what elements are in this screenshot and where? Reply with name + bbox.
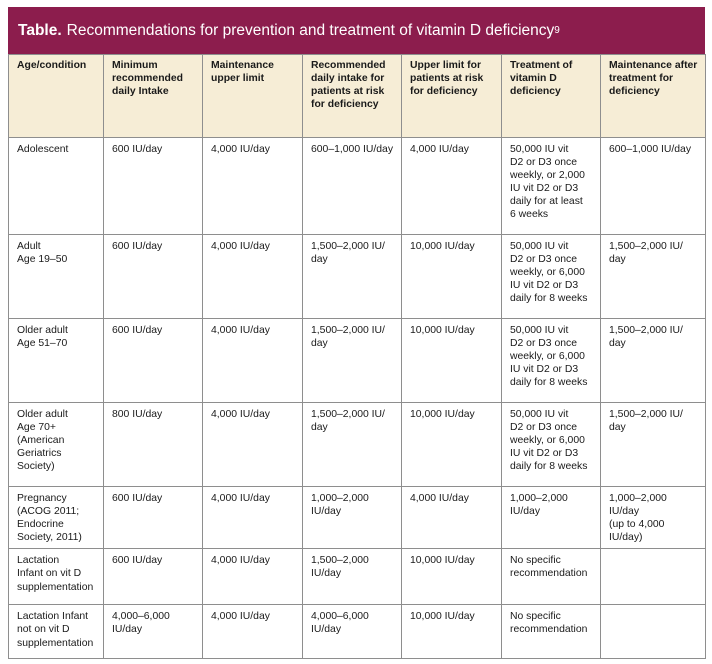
table-cell: Older adult Age 51–70	[9, 319, 104, 403]
table-cell: Lactation Infant on vit D supplementation	[9, 549, 104, 605]
table-row	[9, 403, 706, 487]
table-title-bar: Table. Recommendations for prevention and treatment of vitamin D deficiency 9	[8, 7, 705, 54]
recommendations-table	[8, 54, 706, 659]
header-cell: Age/condition	[9, 55, 104, 138]
header-cell: Upper limit for patients at risk for deficiency	[402, 55, 502, 138]
table-cell: 4,000 IU/day	[203, 403, 303, 487]
table-cell: 50,000 IU vit D2 or D3 once weekly, or 6,000 IU vit D2 or D3 daily for 8 weeks	[502, 319, 601, 403]
table-cell: 1,500–2,000 IU/ day	[601, 235, 706, 319]
table-label: Table.	[18, 21, 62, 39]
table-cell: 1,500–2,000 IU/ day	[303, 319, 402, 403]
table-cell	[601, 549, 706, 605]
table-row	[9, 549, 706, 605]
table-title: Recommendations for prevention and treatment of vitamin D deficiency	[66, 21, 555, 39]
table-cell: 600–1,000 IU/day	[601, 138, 706, 235]
table-cell: 1,500–2,000 IU/day	[303, 549, 402, 605]
table-row	[9, 235, 706, 319]
table-cell: 10,000 IU/day	[402, 605, 502, 659]
header-cell: Minimum recommended daily Intake	[104, 55, 203, 138]
table-figure	[8, 7, 705, 659]
table-cell: 1,500–2,000 IU/ day	[303, 235, 402, 319]
table-cell: 10,000 IU/day	[402, 235, 502, 319]
table-cell: 1,000–2,000 IU/day (up to 4,000 IU/day)	[601, 487, 706, 549]
table-cell: No specific recommendation	[502, 549, 601, 605]
table-cell: No specific recommendation	[502, 605, 601, 659]
table-cell: 4,000 IU/day	[203, 605, 303, 659]
table-cell: 4,000 IU/day	[203, 138, 303, 235]
table-cell: Adolescent	[9, 138, 104, 235]
header-row	[9, 55, 706, 138]
table-cell: 4,000 IU/day	[203, 549, 303, 605]
table-cell: 4,000 IU/day	[203, 319, 303, 403]
table-cell: Pregnancy (ACOG 2011; Endocrine Society, 2011)	[9, 487, 104, 549]
table-cell: 600–1,000 IU/day	[303, 138, 402, 235]
table-cell: 10,000 IU/day	[402, 549, 502, 605]
table-cell: 10,000 IU/day	[402, 403, 502, 487]
table-cell: 4,000 IU/day	[203, 235, 303, 319]
table-cell: 50,000 IU vit D2 or D3 once weekly, or 6,000 IU vit D2 or D3 daily for 8 weeks	[502, 235, 601, 319]
table-cell: 600 IU/day	[104, 487, 203, 549]
table-cell: Older adult Age 70+ (American Geriatrics Society)	[9, 403, 104, 487]
table-cell: 4,000 IU/day	[203, 487, 303, 549]
table-cell: 1,500–2,000 IU/ day	[601, 319, 706, 403]
header-cell: Maintenance upper limit	[203, 55, 303, 138]
table-cell: 50,000 IU vit D2 or D3 once weekly, or 2,000 IU vit D2 or D3 daily for at least 6 weeks	[502, 138, 601, 235]
table-row	[9, 605, 706, 659]
table-cell: 4,000 IU/day	[402, 487, 502, 549]
table-cell	[601, 605, 706, 659]
table-cell: 600 IU/day	[104, 138, 203, 235]
table-cell: 600 IU/day	[104, 319, 203, 403]
header-cell: Maintenance after treatment for deficiency	[601, 55, 706, 138]
table-row	[9, 487, 706, 549]
table-row	[9, 138, 706, 235]
table-cell: 600 IU/day	[104, 549, 203, 605]
table-cell: Adult Age 19–50	[9, 235, 104, 319]
header-cell: Treatment of vitamin D deficiency	[502, 55, 601, 138]
table-cell: 1,500–2,000 IU/ day	[601, 403, 706, 487]
table-cell: 50,000 IU vit D2 or D3 once weekly, or 6,000 IU vit D2 or D3 daily for 8 weeks	[502, 403, 601, 487]
table-cell: 4,000–6,000 IU/day	[303, 605, 402, 659]
table-cell: 600 IU/day	[104, 235, 203, 319]
header-cell: Recommended daily intake for patients at risk for deficiency	[303, 55, 402, 138]
table-cell: 800 IU/day	[104, 403, 203, 487]
table-cell: 10,000 IU/day	[402, 319, 502, 403]
table-cell: 1,500–2,000 IU/ day	[303, 403, 402, 487]
table-cell: 4,000 IU/day	[402, 138, 502, 235]
table-cell: 4,000–6,000 IU/day	[104, 605, 203, 659]
table-cell: Lactation Infant not on vit D supplementation	[9, 605, 104, 659]
table-cell: 1,000–2,000 IU/day	[303, 487, 402, 549]
table-cell: 1,000–2,000 IU/day	[502, 487, 601, 549]
table-row	[9, 319, 706, 403]
